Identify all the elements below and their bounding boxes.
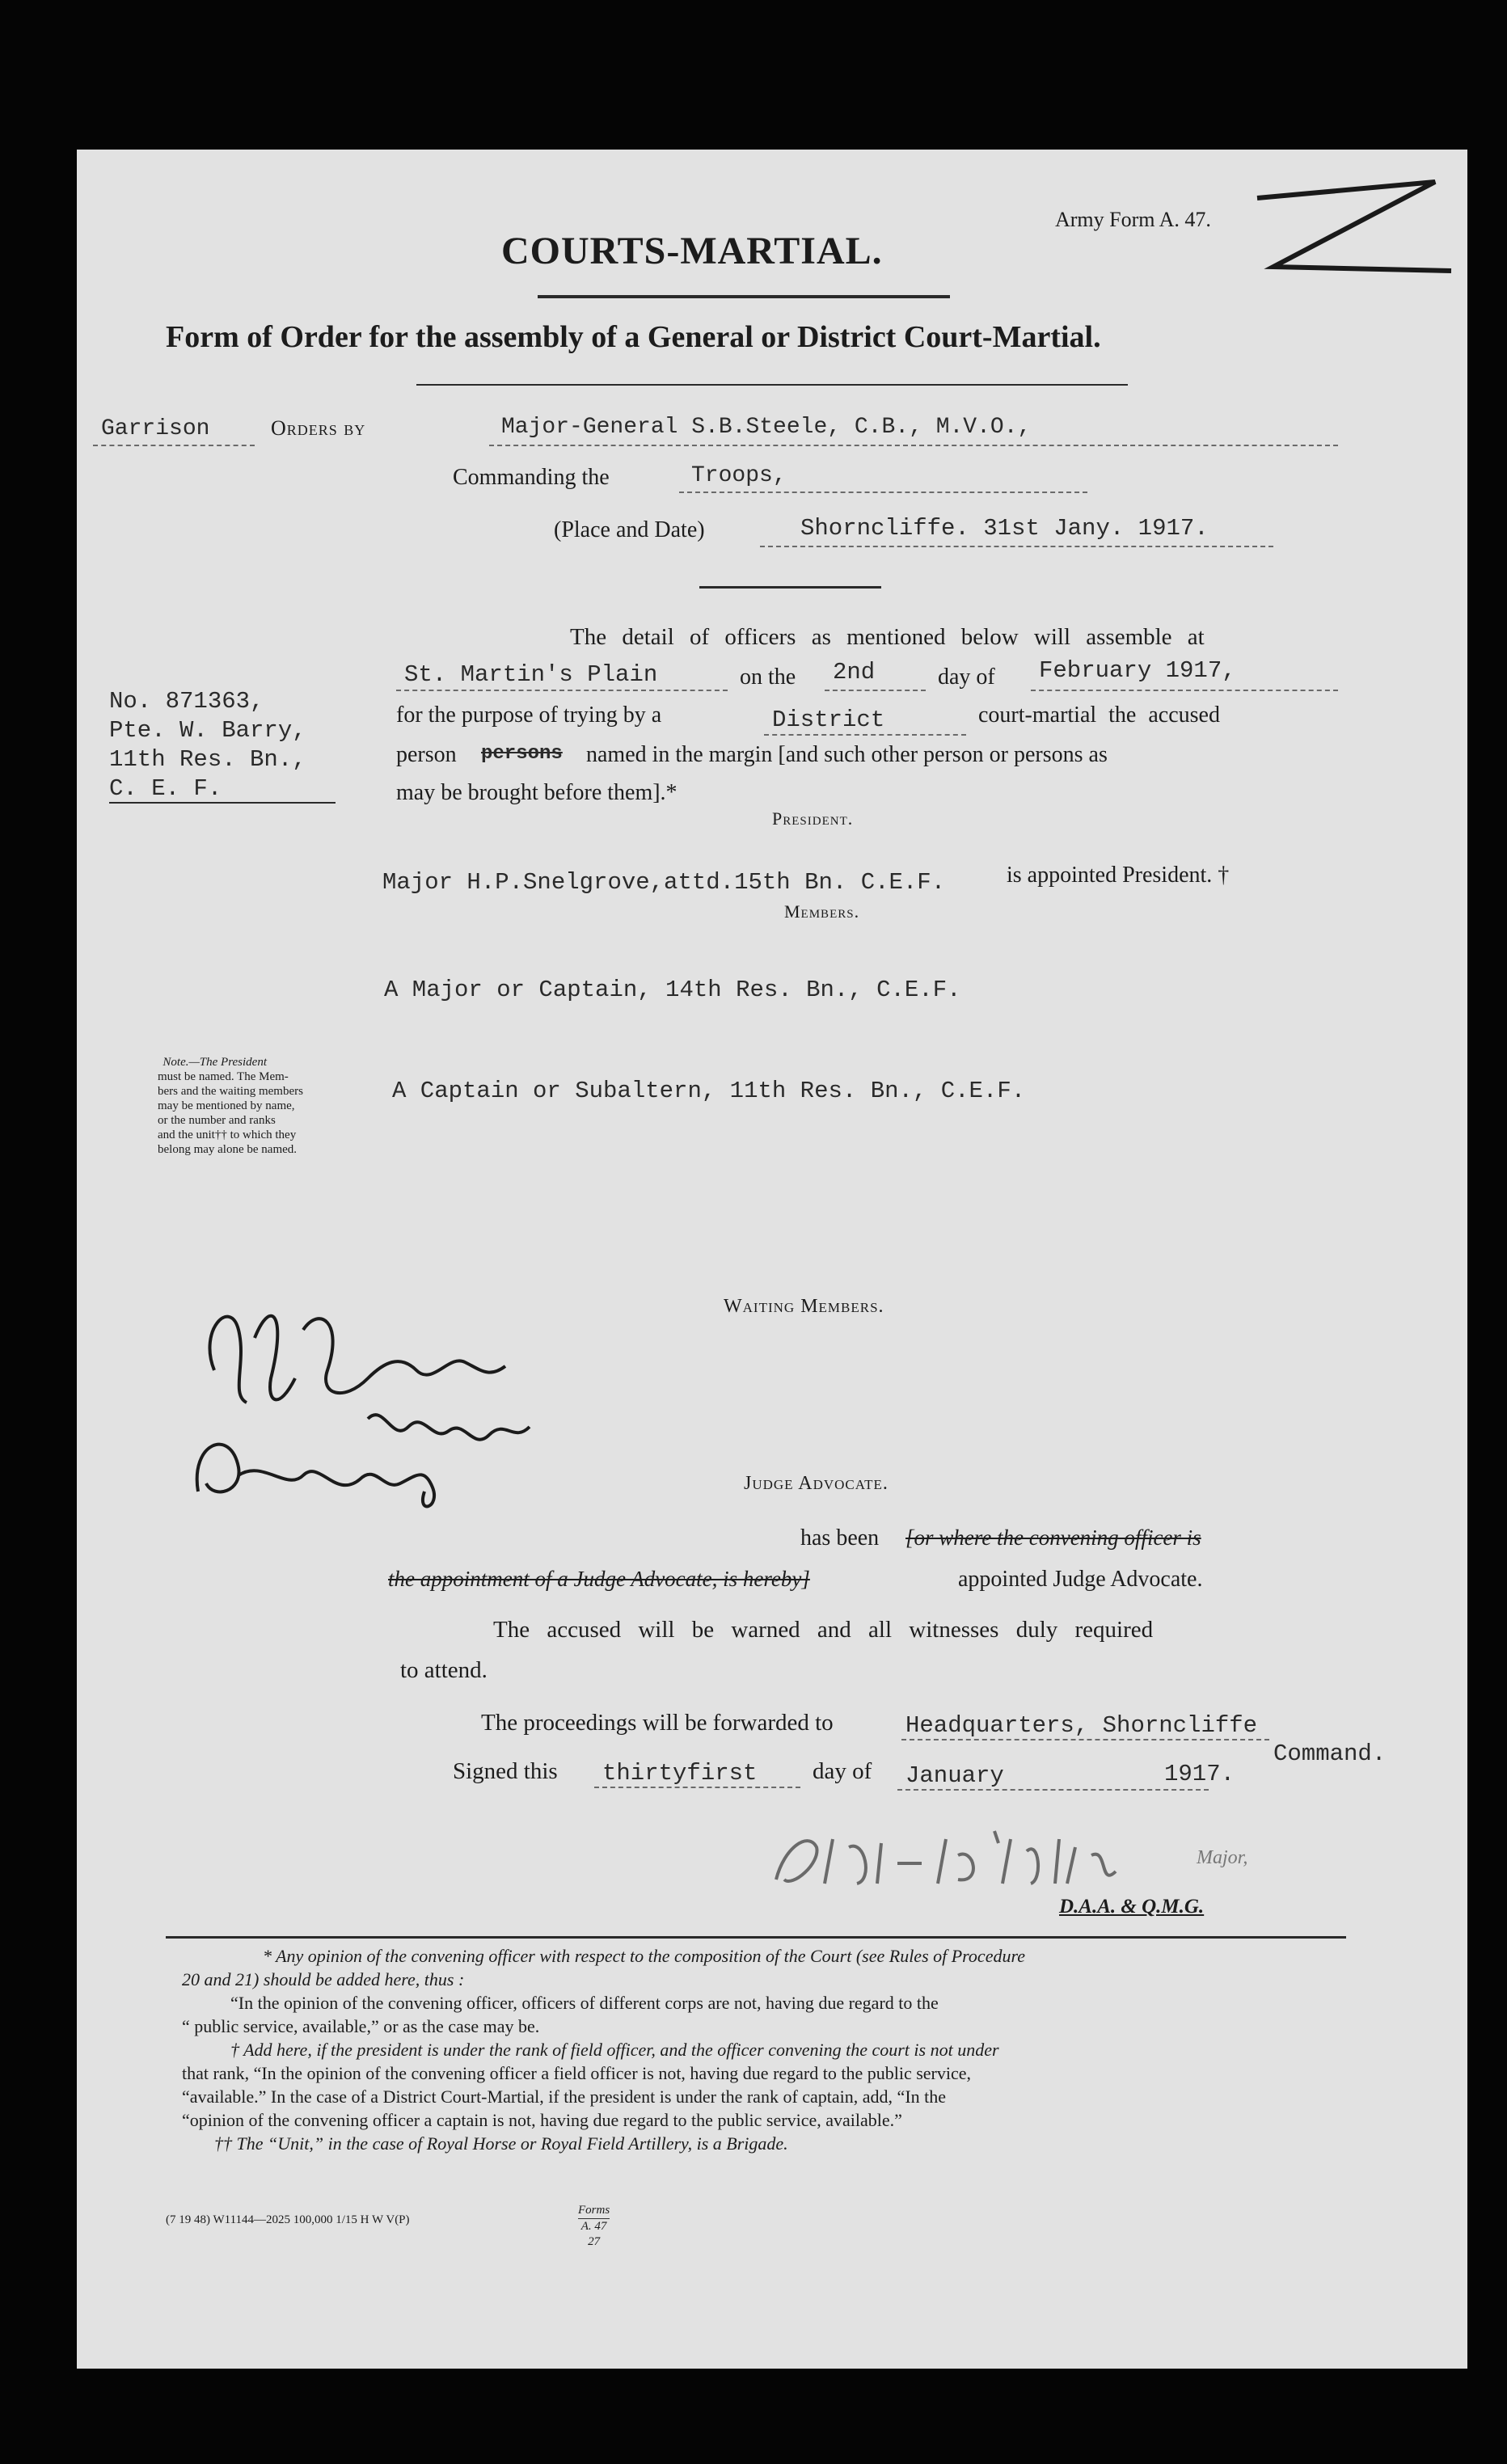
president-signature <box>182 1281 554 1548</box>
forms-line: 27 <box>588 2235 601 2248</box>
accused-warned-1: The accused will be warned and all witnesses duly required <box>493 1617 1154 1643</box>
footnote-line: “available.” In the case of a District Court-Martial, if the president is under the rank of captain, add, “In the <box>182 2086 947 2107</box>
footnote-line: 20 and 21) should be added here, thus : <box>182 1969 465 1989</box>
assembly-month-line <box>1031 690 1338 691</box>
person-word: person <box>396 742 457 767</box>
accused-unit: 11th Res. Bn., <box>109 746 306 773</box>
note-line: must be named. The Mem- <box>158 1070 289 1083</box>
proceedings-label: The proceedings will be forwarded to <box>481 1710 834 1736</box>
commanding-line <box>679 492 1087 493</box>
struck-clause-2: the appointment of a Judge Advocate, is hereby] <box>388 1567 810 1591</box>
footnote-line: “ public service, available,” or as the case may be. <box>182 2016 540 2036</box>
orders-by-value: Major-General S.B.Steele, C.B., M.V.O., <box>501 415 1032 440</box>
accused-name: Pte. W. Barry, <box>109 717 306 744</box>
assembly-day-of: day of <box>938 665 995 690</box>
orders-by-line <box>489 445 1338 446</box>
president-value: Major H.P.Snelgrove,attd.15th Bn. C.E.F. <box>382 869 946 896</box>
president-heading: President. <box>772 808 854 829</box>
accused-warned-2: to attend. <box>400 1657 488 1683</box>
army-form-number: Army Form A. 47. <box>1055 208 1211 231</box>
assembly-line1: The detail of officers as mentioned below will assemble at <box>570 624 1205 650</box>
subtitle-rule <box>416 384 1128 386</box>
orders-rule <box>699 586 881 589</box>
president-note <box>158 1055 303 1157</box>
footnote-line: that rank, “In the opinion of the convening officer a field officer is not, having due regard to the public service, <box>182 2063 972 2083</box>
document-sheet <box>77 150 1467 2369</box>
president-suffix: is appointed President. † <box>1007 863 1230 888</box>
proceedings-value: Headquarters, Shorncliffe <box>905 1712 1258 1739</box>
signed-month-line <box>897 1789 1209 1791</box>
brought-before: may be brought before them].* <box>396 780 678 805</box>
garrison-value: Garrison <box>101 416 210 441</box>
judge-advocate-heading: Judge Advocate. <box>744 1473 889 1494</box>
place-date-line <box>760 546 1273 547</box>
footnotes <box>182 1944 1346 2155</box>
persons-struck: persons <box>481 743 563 765</box>
accused-number: No. 871363, <box>109 688 264 715</box>
pencil-mark-z <box>1249 166 1459 279</box>
court-type-line <box>764 734 966 736</box>
signed-month: January <box>905 1762 1004 1789</box>
form-subtitle: Form of Order for the assembly of a General or District Court-Martial. <box>166 320 1101 354</box>
footnote-rule <box>166 1936 1346 1939</box>
note-line: may be mentioned by name, <box>158 1099 295 1112</box>
assembly-month-year: February 1917, <box>1039 657 1236 684</box>
signed-year: 1917. <box>1164 1761 1235 1787</box>
place-date-label: (Place and Date) <box>554 517 705 542</box>
commanding-value: Troops, <box>691 463 787 488</box>
court-type: District <box>772 707 885 733</box>
margin-accused <box>109 687 306 804</box>
forms-line: Forms <box>578 2204 610 2217</box>
purpose-b: court-martial the accused <box>978 702 1220 728</box>
signed-day: thirtyfirst <box>602 1760 758 1787</box>
note-line: and the unit†† to which they <box>158 1129 297 1141</box>
accused-rule <box>109 802 336 804</box>
proceedings-line <box>901 1739 1269 1740</box>
waiting-members-heading: Waiting Members. <box>724 1296 884 1317</box>
commanding-label: Commanding the <box>453 465 610 490</box>
signed-label: Signed this <box>453 1758 558 1784</box>
struck-clause-1: [or where the convening officer is <box>905 1525 1201 1550</box>
orders-by-label: Orders by <box>271 416 366 440</box>
footnote-line: * Any opinion of the convening officer with respect to the composition of the Court (see Rules of Procedure <box>263 1946 1025 1966</box>
printer-code: (7 19 48) W11144—2025 100,000 1/15 H W V(P) <box>166 2213 410 2226</box>
assembly-place-line <box>396 690 728 691</box>
member-2: A Captain or Subaltern, 11th Res. Bn., C.E.F. <box>392 1078 1026 1104</box>
assembly-on-the: on the <box>740 665 796 690</box>
signed-day-line <box>594 1787 800 1788</box>
purpose-a: for the purpose of trying by a <box>396 702 662 728</box>
member-1: A Major or Captain, 14th Res. Bn., C.E.F. <box>384 977 961 1003</box>
officer-signature <box>760 1815 1197 1904</box>
footnote-line: †† The “Unit,” in the case of Royal Horse or Royal Field Artillery, is a Brigade. <box>214 2133 788 2154</box>
place-date-value: Shorncliffe. 31st Jany. 1917. <box>800 515 1209 542</box>
assembly-day-line <box>825 690 926 691</box>
note-line: Note.—The President <box>163 1056 267 1069</box>
form-title: COURTS-MARTIAL. <box>501 230 883 272</box>
footnote-line: “In the opinion of the convening officer, officers of different corps are not, having due regard to the <box>230 1993 939 2013</box>
has-been: has been <box>800 1525 880 1551</box>
members-heading: Members. <box>784 901 860 922</box>
officer-rank: Major, <box>1197 1847 1248 1868</box>
footnote-line: † Add here, if the president is under the rank of field officer, and the officer convening the court is not under <box>230 2040 999 2060</box>
appointed-judge-advocate: appointed Judge Advocate. <box>958 1567 1203 1592</box>
accused-corps: C. E. F. <box>109 775 222 802</box>
forms-line: A. 47 <box>578 2218 610 2234</box>
note-line: or the number and ranks <box>158 1114 276 1127</box>
named-margin: named in the margin [and such other person or persons as <box>586 742 1108 767</box>
note-line: bers and the waiting members <box>158 1085 303 1098</box>
garrison-line <box>93 445 255 446</box>
footnote-line: “opinion of the convening officer a captain is not, having due regard to the public service, available.” <box>182 2110 902 2130</box>
assembly-day: 2nd <box>833 659 876 686</box>
title-rule <box>538 295 950 298</box>
assembly-place: St. Martin's Plain <box>404 661 658 688</box>
officer-title: D.A.A. & Q.M.G. <box>1059 1896 1205 1918</box>
printer-forms <box>578 2203 610 2250</box>
note-line: belong may alone be named. <box>158 1143 298 1156</box>
signed-day-of: day of <box>813 1758 872 1784</box>
proceedings-command: Command. <box>1273 1740 1387 1767</box>
